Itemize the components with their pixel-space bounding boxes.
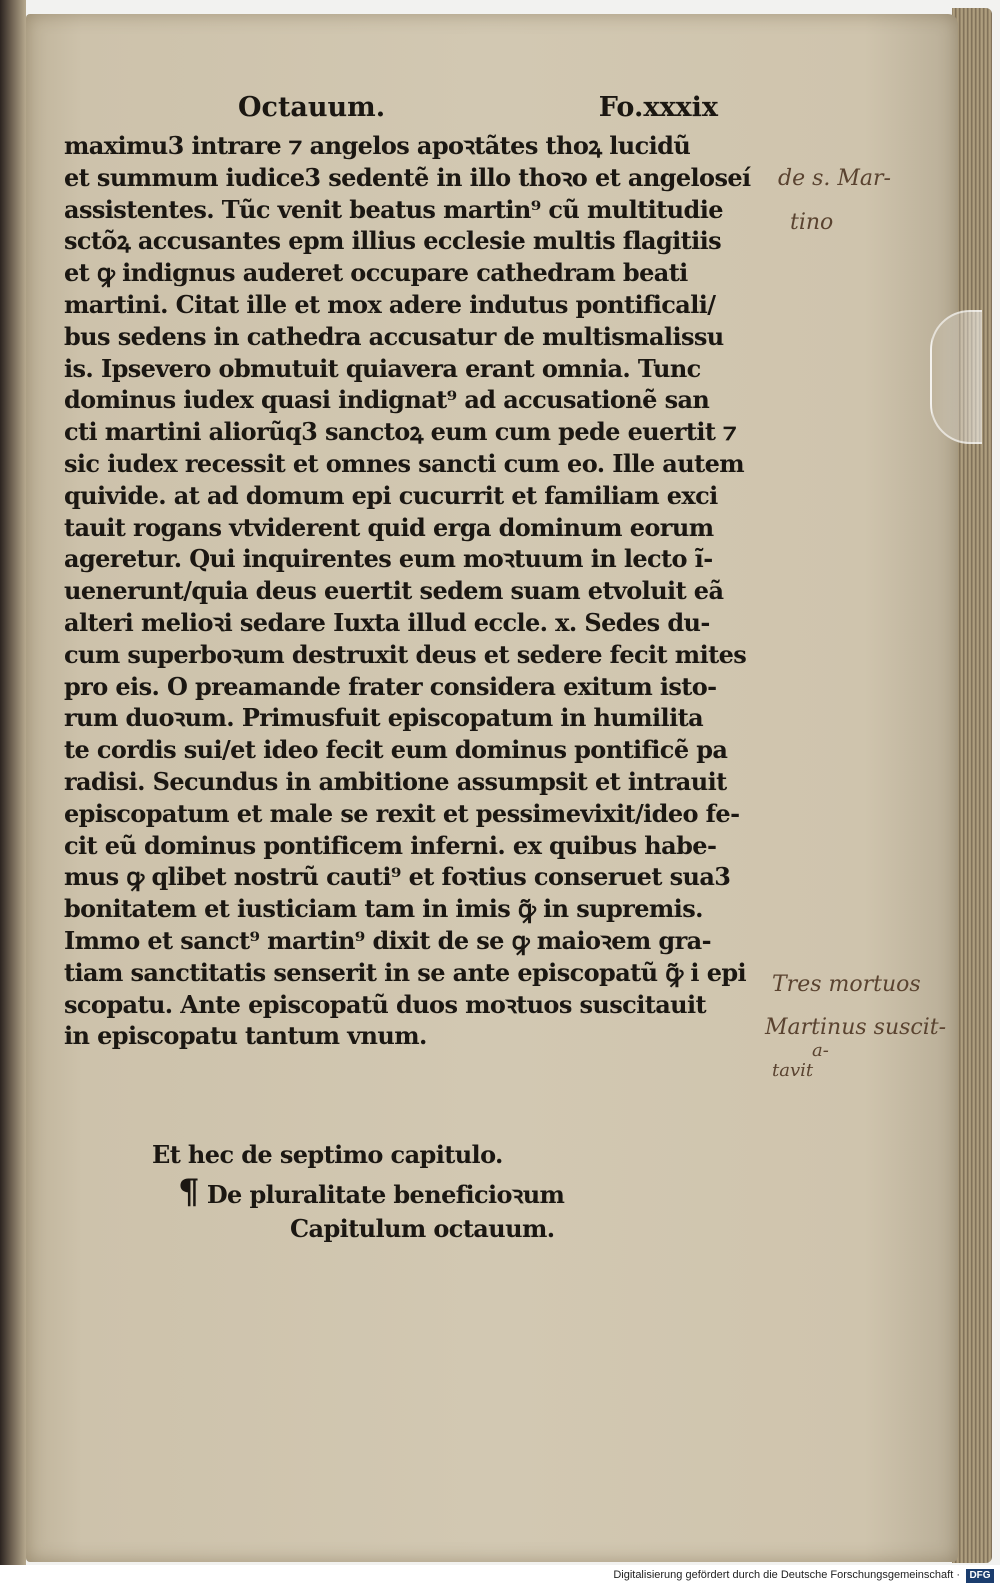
text-line: te cordis sui/et ideo fecit eum dominus pontificẽ pa: [64, 735, 728, 765]
text-line: rum duoꝛum. Primusfuit episcopatum in humilita: [64, 703, 704, 733]
text-line: bonitatem et iusticiam tam in imis ꝙ̃ in supremis.: [64, 894, 703, 924]
text-line: in episcopatu tantum vnum.: [64, 1021, 427, 1051]
text-line: pro eis. O preamande frater considera exitum isto-: [64, 671, 717, 701]
text-line: cit eũ dominus pontificem inferni. ex quibus habe-: [64, 830, 717, 860]
text-line: Immo et sanct⁹ martin⁹ dixit de se ꝙ maioꝛem gra-: [64, 925, 711, 955]
text-line: tiam sanctitatis senserit in se ante episcopatũ ꝙ̃ i epi: [64, 957, 747, 987]
text-line: radisi. Secundus in ambitione assumpsit et intrauit: [64, 766, 727, 796]
text-line: dominus iudex quasi indignat⁹ ad accusationẽ san: [64, 385, 710, 415]
next-chapter-heading: [178, 1172, 565, 1212]
text-line: martini. Citat ille et mox adere indutus pontificali/: [64, 289, 716, 319]
text-line: uenerunt/quia deus euertit sedem suam etvoluit eã: [64, 576, 724, 606]
margin-note: a-: [812, 1040, 829, 1061]
page-clip: [930, 310, 982, 444]
text-line: scopatu. Ante episcopatũ duos moꝛtuos suscitauit: [64, 989, 707, 1019]
margin-note: tavit: [772, 1060, 814, 1081]
pilcrow-icon: ¶: [178, 1172, 200, 1212]
funding-credit: Digitalisierung gefördert durch die Deutsche Forschungsgemeinschaft ·: [613, 1569, 960, 1581]
page-stack-edge: [952, 8, 992, 1563]
text-line: maximu3 intrare ⁊ angelos apoꝛtãtes thoꝝ lucidũ: [64, 131, 691, 160]
margin-note: de s. Mar-: [778, 166, 891, 191]
text-line: bus sedens in cathedra accusatur de multismalissu: [64, 321, 724, 351]
folio-number: Fo.xxxix: [598, 92, 718, 123]
text-line: et summum iudice3 sedentẽ in illo thoꝛo et angeloseí: [64, 162, 751, 192]
text-line: et ꝙ indignus auderet occupare cathedram beati: [64, 258, 688, 288]
text-line: is. Ipsevero obmutuit quiavera erant omnia. Tunc: [64, 353, 701, 383]
left-page-edge: [0, 0, 26, 1565]
main-text-block: [64, 130, 764, 1052]
running-head-left: Octauum.: [238, 92, 386, 123]
next-chapter-label: Capitulum octauum.: [290, 1214, 555, 1243]
next-chapter-title: De pluralitate beneficioꝛum: [206, 1180, 565, 1209]
text-line: quivide. at ad domum epi cucurrit et familiam exci: [64, 480, 718, 510]
explicit-line: Et hec de septimo capitulo.: [152, 1140, 503, 1169]
text-line: mus ꝙ qlibet nostrũ cauti⁹ et foꝛtius conseruet sua3: [64, 862, 731, 892]
margin-note: Martinus suscit-: [765, 1015, 947, 1040]
dfg-logo: DFG: [966, 1569, 994, 1583]
margin-note: Tres mortuos: [772, 972, 921, 997]
text-line: cum superboꝛum destruxit deus et sedere fecit mites: [64, 639, 747, 669]
text-line: assistentes. Tũc venit beatus martin⁹ cũ multitudie: [64, 194, 723, 224]
text-line: cti martini aliorũq3 sanctoꝝ eum cum pede euertit ⁊: [64, 417, 737, 447]
text-line: alteri melioꝛi sedare Iuxta illud eccle. x. Sedes du-: [64, 607, 710, 637]
running-head: [238, 92, 718, 123]
margin-note: tino: [790, 210, 834, 235]
text-line: tauit rogans vtviderent quid erga dominum eorum: [64, 512, 714, 542]
text-line: ageretur. Qui inquirentes eum moꝛtuum in lecto ĩ-: [64, 544, 713, 574]
text-line: sctõꝝ accusantes epm illius ecclesie multis flagitiis: [64, 226, 722, 256]
text-line: episcopatum et male se rexit et pessimevixit/ideo fe-: [64, 798, 740, 828]
text-line: sic iudex recessit et omnes sancti cum eo. Ille autem: [64, 448, 745, 478]
footer-bar: [0, 1565, 1000, 1590]
